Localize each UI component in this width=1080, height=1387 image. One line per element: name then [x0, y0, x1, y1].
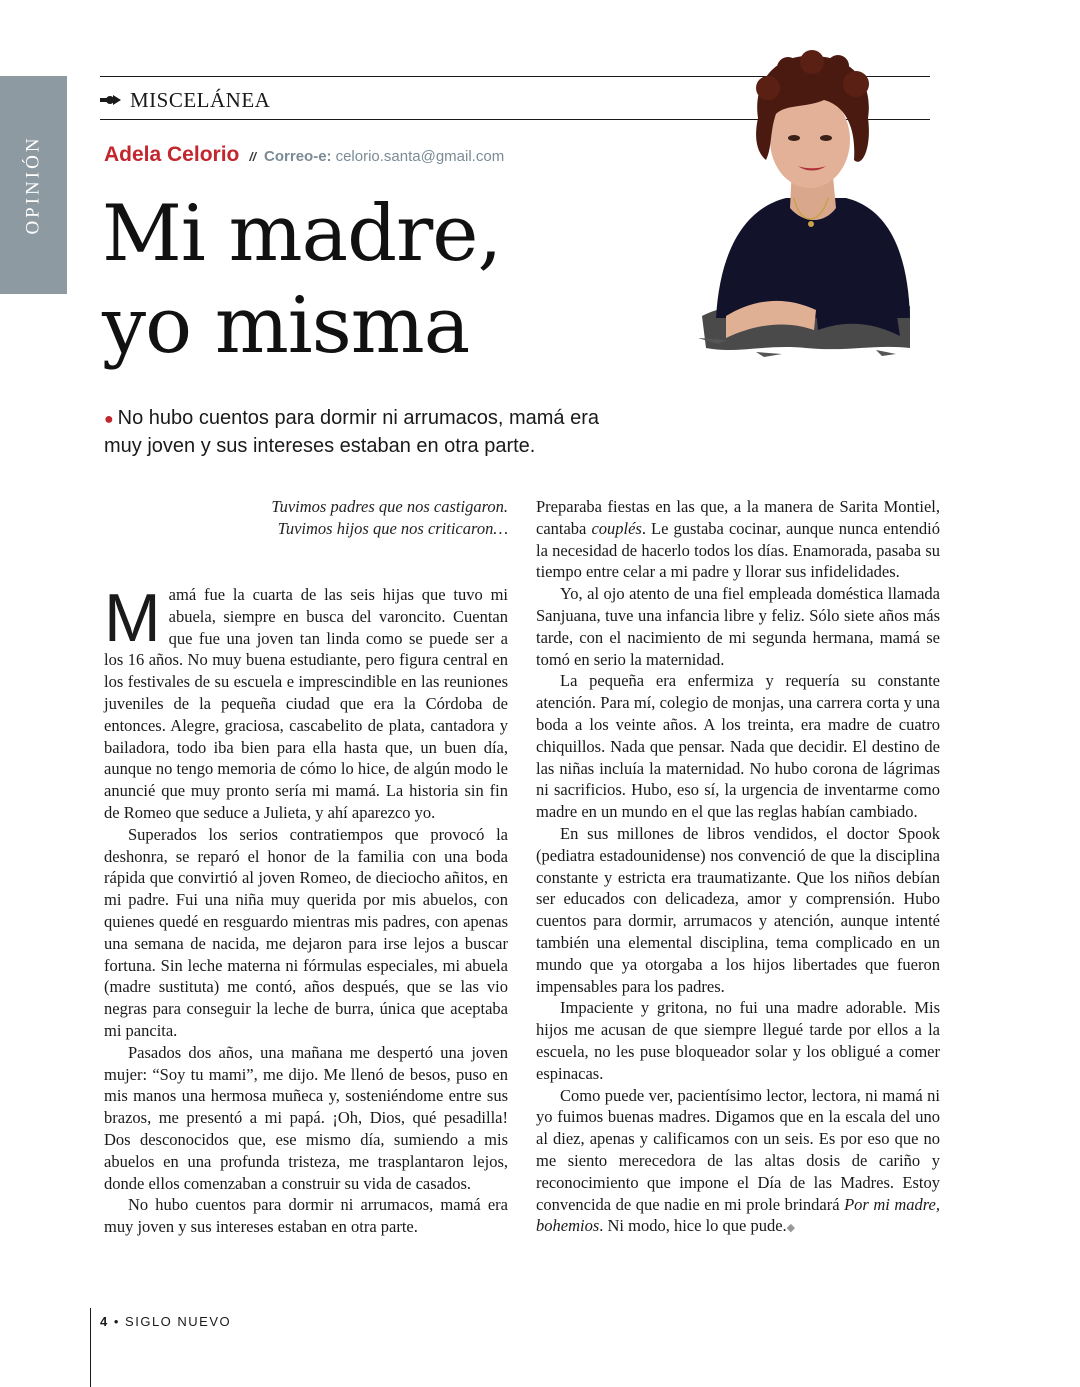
page-number: 4	[100, 1314, 109, 1329]
magazine-name: SIGLO NUEVO	[125, 1314, 232, 1329]
article-deck	[104, 405, 624, 460]
body-paragraph: Impaciente y gritona, no fui una madre adorable. Mis hijos me acusan de que siempre llegué tarde por ellos a la escuela, no les puse bloqueador solar y los obligué a comer espinacas.	[536, 998, 940, 1083]
author-name: Adela Celorio	[104, 143, 240, 166]
section-label: MISCELÁNEA	[130, 87, 271, 112]
deck-bullet: ●	[104, 411, 114, 428]
body-paragraph: Pasados dos años, una mañana me despertó una joven mujer: “Soy tu mami”, me dijo. Me llenó de besos, puso en mis manos una hermosa muñeca y, sosteniéndome entre sus brazos, me presentó a mi papá. ¡Oh, Dios, qué pesadilla! Dos desconocidos que, ese mismo día, sumiendo a mis abuelos en una profunda tristeza, me trasplantaron lejos, donde ellos comenzaban a construir su vida de casados.	[104, 1042, 508, 1193]
deck-text: No hubo cuentos para dormir ni arrumacos, mamá era muy joven y sus intereses estaban en otra parte.	[104, 407, 599, 457]
page-footer	[100, 1314, 231, 1329]
body-paragraph: Yo, al ojo atento de una fiel empleada doméstica llamada Sanjuana, tuve una infancia libre y feliz. Sólo siete años más tarde, con el nacimiento de mi segunda hermana, mamá se tomó en serio la maternidad.	[536, 584, 940, 669]
end-mark-icon: ◆	[786, 1222, 796, 1235]
body-paragraph: Como puede ver, pacientísimo lector, lectora, ni mamá ni yo fuimos buenas madres. Digamos que en la escala del uno al diez, apenas y calificamos con un seis. Es por eso que no me siento merecedora de las altas dosis de cariño y reconocimiento que impone el Día de las Madres. Estoy convencida de que nadie en mi prole brindará Por mi madre, bohemios. Ni modo, hice lo que pude.◆	[536, 1085, 940, 1236]
byline-separator: //	[249, 150, 257, 164]
headline-line-2: yo misma	[102, 281, 470, 371]
body-paragraph: Preparaba fiestas en las que, a la manera de Sarita Montiel, cantaba couplés. Le gustaba cocinar, aunque nunca entendió la necesidad de hacerlo todos los días. Enamorada, pasaba su tiempo entre celar a mi padre y llorar sus infidelidades.	[536, 497, 940, 582]
epigraph	[150, 496, 508, 540]
email-link[interactable]: celorio.santa@gmail.com	[335, 148, 505, 165]
section-header	[100, 86, 270, 114]
drop-cap: M	[104, 580, 161, 656]
email-label: Correo-e:	[264, 148, 332, 165]
headline-line-1: Mi madre,	[102, 189, 502, 279]
body-paragraph: En sus millones de libros vendidos, el doctor Spook (pediatra estadounidense) nos convenció de que la disciplina constante y estricta era traumatizante. Que los niños debían ser educados con delicadeza, amor y comprensión. Hubo cuentos para dormir, arrumacos y atención, aunque intenté también una elemental disciplina, tema complicado en un mundo que ya otorgaba a los hijos libertades que fueron impensables para los padres.	[536, 823, 940, 996]
author-portrait	[696, 48, 916, 360]
footer-dot: •	[113, 1314, 120, 1329]
body-column-right	[536, 496, 940, 1240]
side-tab-label: OPINIÓN	[22, 135, 44, 235]
byline	[104, 143, 504, 167]
arrow-bullet-icon	[100, 93, 122, 107]
body-paragraph: La pequeña era enfermiza y requería su constante atención. Para mí, colegio de monjas, una carrera corta y una boda a los veinte años. A los treinta, era madre de cuatro chiquillos. Nada que pensar. Nada que decidir. El destino de las niñas incluía la maternidad. No hubo corona de lágrimas ni sacrificios. Hubo, eso sí, la urgencia de inventarme como madre en un mundo en el que las reglas habían cambiado.	[536, 671, 940, 822]
body-column-left	[104, 580, 508, 1238]
body-paragraph: Superados los serios contratiempos que provocó la deshonra, se reparó el honor de la familia con una boda rápida que convirtió al joven Romeo, de dieciocho añitos, en mi padre. Fui una niña muy querida por mis abuelos, con quienes quedé en resguardo mientras mis padres, con apenas una semana de nacida, me dejaron para irse lejos a buscar fortuna. Sin leche materna ni fórmulas especiales, mi abuela (madre sustituta) me contó, años después, que se las vio negras para conseguir la leche de burra, única que aceptaba mi pancita.	[104, 824, 508, 1040]
article-headline	[102, 188, 702, 372]
section-side-tab	[0, 76, 67, 294]
epigraph-line-1: Tuvimos padres que nos castigaron.	[271, 497, 508, 516]
body-paragraph: Mamá fue la cuarta de las seis hijas que tuvo mi abuela, siempre en busca del varoncito. Cuentan que fue una joven tan linda como se puede ser a los 16 años. No muy buena estudiante, pero figura central en los festivales de su escuela e imprescindible en las reuniones juveniles de la pequeña ciudad que era la Córdoba de entonces. Alegre, graciosa, cascabelito de plata, cantadora y bailadora, todo iba bien para ella hasta que, un buen día, aunque no tengo memoria de cómo lo hice, de algún modo le anuncié que muy pronto sería mi mamá. La historia sin fin de Romeo que seduce a Julieta, y ahí aparezco yo.	[104, 580, 508, 822]
body-paragraph: No hubo cuentos para dormir ni arrumacos, mamá era muy joven y sus intereses estaban en otra parte.	[104, 1195, 508, 1237]
footer-rule	[90, 1308, 91, 1387]
epigraph-line-2: Tuvimos hijos que nos criticaron…	[277, 519, 508, 538]
